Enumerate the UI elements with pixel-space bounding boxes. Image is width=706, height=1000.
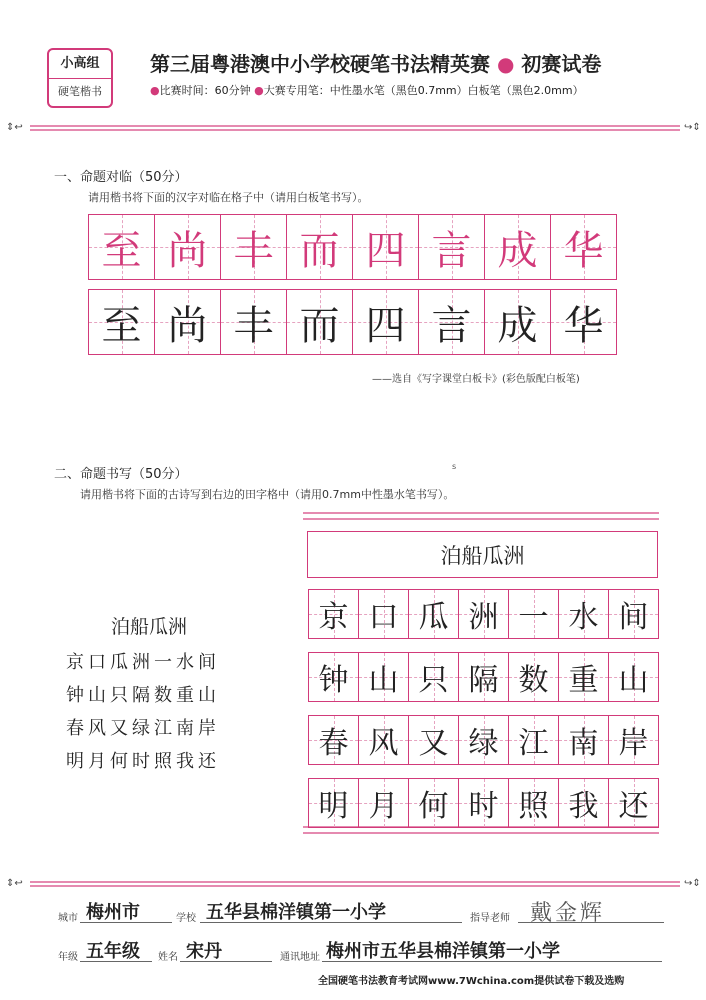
teacher-underline	[518, 922, 664, 923]
grade-label: 年级	[58, 952, 78, 963]
model-cell: 四	[353, 214, 419, 280]
grade-field[interactable]: 五年级	[86, 941, 140, 962]
footer-text: 全国硬笔书法教育考试网www.7Wchina.com提供试卷下载及选购	[318, 976, 625, 987]
written-poem-title-box[interactable]: 泊船瓜洲	[307, 531, 658, 578]
poem-cell[interactable]: 隔	[459, 652, 509, 702]
title-suffix: 初赛试卷	[521, 52, 602, 76]
poem-cell[interactable]: 京	[309, 589, 359, 639]
poem-cell[interactable]: 南	[559, 715, 609, 765]
name-underline	[180, 961, 272, 962]
writing-cell[interactable]: 而	[287, 289, 353, 355]
section2-instruction: 请用楷书将下面的古诗写到右边的田字格中（请用0.7mm中性墨水笔书写）。	[80, 488, 455, 501]
model-cell: 而	[287, 214, 353, 280]
writing-cell[interactable]: 四	[353, 289, 419, 355]
model-cell: 成	[485, 214, 551, 280]
source-note: ——选自《写字课堂白板卡》(彩色版配白板笔)	[372, 374, 580, 385]
poem-cell[interactable]: 岸	[609, 715, 659, 765]
exam-info: ●比赛时间：60分钟 ●大赛专用笔：中性墨水笔（黑色0.7mm）白板笔（黑色2.0mm）	[150, 84, 584, 97]
poem-grid-row	[308, 715, 659, 765]
address-underline	[322, 961, 662, 962]
school-underline	[200, 922, 462, 923]
bottom-divider	[30, 881, 680, 887]
model-char-row	[88, 214, 617, 280]
grade-underline	[80, 961, 152, 962]
name-label: 姓名	[158, 952, 178, 963]
poem-grid-row	[308, 589, 659, 639]
poem-cell[interactable]: 重	[559, 652, 609, 702]
poem-cell[interactable]: 数	[509, 652, 559, 702]
model-cell: 言	[419, 214, 485, 280]
poem-cell[interactable]: 时	[459, 778, 509, 828]
badge-group-label: 小高组	[49, 50, 111, 79]
written-char-row	[88, 289, 617, 355]
model-cell: 丰	[221, 214, 287, 280]
badge-style-label: 硬笔楷书	[58, 85, 102, 98]
model-cell: 至	[89, 214, 155, 280]
teacher-field[interactable]: 戴金辉	[530, 901, 606, 926]
poem-cell[interactable]: 一	[509, 589, 559, 639]
exam-time: 比赛时间：60分钟	[159, 84, 251, 97]
poem-cell[interactable]: 又	[409, 715, 459, 765]
poem-cell[interactable]: 江	[509, 715, 559, 765]
poem-grid-row	[308, 652, 659, 702]
writing-cell[interactable]: 丰	[221, 289, 287, 355]
scroll-right-icon: ↪⇕	[684, 122, 701, 133]
model-cell: 华	[551, 214, 617, 280]
writing-area-top-border	[303, 512, 659, 520]
writing-cell[interactable]: 成	[485, 289, 551, 355]
city-underline	[80, 922, 172, 923]
address-label: 通讯地址	[280, 952, 320, 963]
writing-cell[interactable]: 至	[89, 289, 155, 355]
poem-cell[interactable]: 月	[359, 778, 409, 828]
exam-pens: 大赛专用笔：中性墨水笔（黑色0.7mm）白板笔（黑色2.0mm）	[263, 84, 584, 97]
school-field[interactable]: 五华县棉洋镇第一小学	[206, 902, 386, 923]
top-divider	[30, 125, 680, 131]
poem-grid-row	[308, 778, 659, 828]
section2-title: 二、命题书写（50分）	[54, 467, 188, 482]
scroll-left-icon: ⇕↩	[6, 122, 23, 133]
poem-cell[interactable]: 口	[359, 589, 409, 639]
title-dot: ●	[496, 52, 515, 76]
page-title	[150, 48, 601, 77]
writing-cell[interactable]: 尚	[155, 289, 221, 355]
poem-cell[interactable]: 瓜	[409, 589, 459, 639]
scroll-right-icon: ↪⇕	[684, 878, 701, 889]
poem-line: 春风又绿江南岸	[66, 718, 220, 739]
poem-cell[interactable]: 照	[509, 778, 559, 828]
section1-instruction: 请用楷书将下面的汉字对临在格子中（请用白板笔书写）。	[88, 191, 369, 204]
name-field[interactable]: 宋丹	[186, 941, 222, 962]
school-label: 学校	[176, 913, 196, 924]
poem-cell[interactable]: 山	[359, 652, 409, 702]
poem-cell[interactable]: 明	[309, 778, 359, 828]
poem-cell[interactable]: 绿	[459, 715, 509, 765]
city-field[interactable]: 梅州市	[86, 902, 140, 923]
scroll-left-icon: ⇕↩	[6, 878, 23, 889]
writing-cell[interactable]: 言	[419, 289, 485, 355]
poem-cell[interactable]: 山	[609, 652, 659, 702]
poem-cell[interactable]: 还	[609, 778, 659, 828]
title-main: 第三届粤港澳中小学校硬笔书法精英赛	[150, 52, 490, 76]
poem-line: 钟山只隔数重山	[66, 685, 220, 706]
poem-title: 泊船瓜洲	[111, 616, 188, 638]
category-badge	[47, 48, 113, 108]
page-mark: s	[452, 462, 457, 471]
model-cell: 尚	[155, 214, 221, 280]
poem-cell[interactable]: 何	[409, 778, 459, 828]
poem-cell[interactable]: 钟	[309, 652, 359, 702]
poem-cell[interactable]: 洲	[459, 589, 509, 639]
poem-line: 明月何时照我还	[66, 751, 220, 772]
address-field[interactable]: 梅州市五华县棉洋镇第一小学	[326, 941, 560, 962]
poem-cell[interactable]: 风	[359, 715, 409, 765]
writing-cell[interactable]: 华	[551, 289, 617, 355]
section1-title: 一、命题对临（50分）	[54, 170, 188, 185]
poem-cell[interactable]: 只	[409, 652, 459, 702]
city-label: 城市	[58, 913, 78, 924]
poem-cell[interactable]: 水	[559, 589, 609, 639]
poem-cell[interactable]: 我	[559, 778, 609, 828]
poem-cell[interactable]: 春	[309, 715, 359, 765]
poem-cell[interactable]: 间	[609, 589, 659, 639]
teacher-label: 指导老师	[470, 913, 510, 924]
poem-line: 京口瓜洲一水间	[66, 652, 220, 673]
